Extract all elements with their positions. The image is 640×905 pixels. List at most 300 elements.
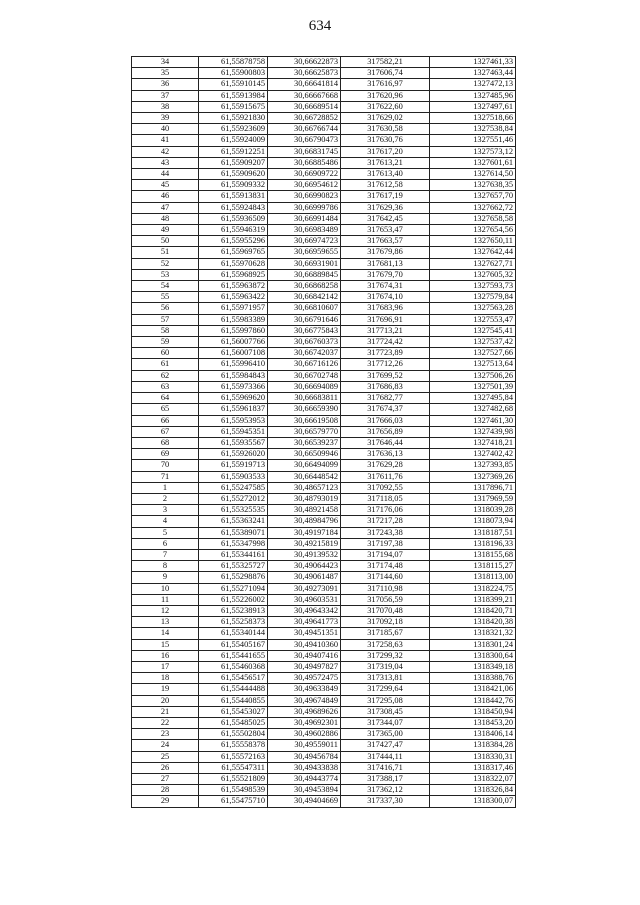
x-coordinate-cell: 317713,21 <box>341 325 430 336</box>
longitude-cell: 30,48657123 <box>268 482 341 493</box>
latitude-cell: 61,55912251 <box>199 146 268 157</box>
latitude-cell: 61,55475710 <box>199 796 268 807</box>
table-row <box>132 605 516 616</box>
y-coordinate-cell: 1327642,44 <box>430 247 516 258</box>
table-row <box>132 258 516 269</box>
latitude-cell: 61,55389071 <box>199 527 268 538</box>
latitude-cell: 61,55453027 <box>199 706 268 717</box>
longitude-cell: 30,49456784 <box>268 751 341 762</box>
point-number-cell: 27 <box>132 774 199 785</box>
x-coordinate-cell: 317427,47 <box>341 740 430 751</box>
table-row <box>132 359 516 370</box>
longitude-cell: 30,66810607 <box>268 303 341 314</box>
longitude-cell: 30,49061487 <box>268 572 341 583</box>
longitude-cell: 30,66842142 <box>268 292 341 303</box>
x-coordinate-cell: 317674,31 <box>341 281 430 292</box>
longitude-cell: 30,66931901 <box>268 258 341 269</box>
point-number-cell: 49 <box>132 225 199 236</box>
x-coordinate-cell: 317656,89 <box>341 426 430 437</box>
latitude-cell: 61,55955296 <box>199 236 268 247</box>
y-coordinate-cell: 1327638,35 <box>430 180 516 191</box>
longitude-cell: 30,49443774 <box>268 774 341 785</box>
y-coordinate-cell: 1327518,66 <box>430 113 516 124</box>
point-number-cell: 40 <box>132 124 199 135</box>
table-row <box>132 247 516 258</box>
table-row <box>132 572 516 583</box>
x-coordinate-cell: 317674,37 <box>341 404 430 415</box>
table-row <box>132 796 516 807</box>
longitude-cell: 30,66579770 <box>268 426 341 437</box>
point-number-cell: 5 <box>132 527 199 538</box>
x-coordinate-cell: 317617,19 <box>341 191 430 202</box>
y-coordinate-cell: 1317969,59 <box>430 493 516 504</box>
table-row <box>132 516 516 527</box>
longitude-cell: 30,49674849 <box>268 695 341 706</box>
y-coordinate-cell: 1327551,46 <box>430 135 516 146</box>
longitude-cell: 30,66760373 <box>268 337 341 348</box>
longitude-cell: 30,48984796 <box>268 516 341 527</box>
y-coordinate-cell: 1318384,28 <box>430 740 516 751</box>
table-row <box>132 437 516 448</box>
latitude-cell: 61,55973366 <box>199 381 268 392</box>
table-row <box>132 191 516 202</box>
x-coordinate-cell: 317616,97 <box>341 79 430 90</box>
table-row <box>132 628 516 639</box>
x-coordinate-cell: 317674,10 <box>341 292 430 303</box>
latitude-cell: 61,55325535 <box>199 505 268 516</box>
table-row <box>132 505 516 516</box>
y-coordinate-cell: 1318321,32 <box>430 628 516 639</box>
longitude-cell: 30,49689626 <box>268 706 341 717</box>
y-coordinate-cell: 1318349,18 <box>430 661 516 672</box>
point-number-cell: 35 <box>132 68 199 79</box>
point-number-cell: 65 <box>132 404 199 415</box>
longitude-cell: 30,49559011 <box>268 740 341 751</box>
latitude-cell: 61,55909207 <box>199 157 268 168</box>
x-coordinate-cell: 317629,28 <box>341 460 430 471</box>
y-coordinate-cell: 1327601,61 <box>430 157 516 168</box>
x-coordinate-cell: 317630,58 <box>341 124 430 135</box>
y-coordinate-cell: 1318330,31 <box>430 751 516 762</box>
point-number-cell: 23 <box>132 729 199 740</box>
latitude-cell: 61,55919713 <box>199 460 268 471</box>
x-coordinate-cell: 317176,06 <box>341 505 430 516</box>
latitude-cell: 61,55441655 <box>199 650 268 661</box>
point-number-cell: 69 <box>132 449 199 460</box>
x-coordinate-cell: 317365,00 <box>341 729 430 740</box>
latitude-cell: 61,55572163 <box>199 751 268 762</box>
table-row <box>132 281 516 292</box>
x-coordinate-cell: 317712,26 <box>341 359 430 370</box>
point-number-cell: 68 <box>132 437 199 448</box>
longitude-cell: 30,66999786 <box>268 202 341 213</box>
x-coordinate-cell: 317388,17 <box>341 774 430 785</box>
latitude-cell: 61,55921830 <box>199 113 268 124</box>
point-number-cell: 22 <box>132 717 199 728</box>
longitude-cell: 30,49643342 <box>268 605 341 616</box>
table-row <box>132 325 516 336</box>
latitude-cell: 61,55945351 <box>199 426 268 437</box>
latitude-cell: 61,55910145 <box>199 79 268 90</box>
point-number-cell: 21 <box>132 706 199 717</box>
x-coordinate-cell: 317344,07 <box>341 717 430 728</box>
latitude-cell: 61,55936509 <box>199 213 268 224</box>
point-number-cell: 56 <box>132 303 199 314</box>
latitude-cell: 61,55340144 <box>199 628 268 639</box>
point-number-cell: 7 <box>132 549 199 560</box>
y-coordinate-cell: 1318322,07 <box>430 774 516 785</box>
y-coordinate-cell: 1327573,12 <box>430 146 516 157</box>
x-coordinate-cell: 317092,55 <box>341 482 430 493</box>
longitude-cell: 30,66539237 <box>268 437 341 448</box>
latitude-cell: 61,55969620 <box>199 393 268 404</box>
table-row <box>132 180 516 191</box>
coordinates-table-body <box>132 57 516 808</box>
table-row <box>132 493 516 504</box>
x-coordinate-cell: 317185,67 <box>341 628 430 639</box>
latitude-cell: 61,56007108 <box>199 348 268 359</box>
longitude-cell: 30,66619508 <box>268 415 341 426</box>
y-coordinate-cell: 1327418,21 <box>430 437 516 448</box>
longitude-cell: 30,66990823 <box>268 191 341 202</box>
x-coordinate-cell: 317629,36 <box>341 202 430 213</box>
x-coordinate-cell: 317682,77 <box>341 393 430 404</box>
latitude-cell: 61,55272012 <box>199 493 268 504</box>
point-number-cell: 17 <box>132 661 199 672</box>
longitude-cell: 30,49139532 <box>268 549 341 560</box>
table-row <box>132 639 516 650</box>
x-coordinate-cell: 317612,58 <box>341 180 430 191</box>
longitude-cell: 30,66728852 <box>268 113 341 124</box>
latitude-cell: 61,55347998 <box>199 538 268 549</box>
x-coordinate-cell: 317243,38 <box>341 527 430 538</box>
point-number-cell: 67 <box>132 426 199 437</box>
table-row <box>132 695 516 706</box>
table-row <box>132 157 516 168</box>
y-coordinate-cell: 1318224,75 <box>430 583 516 594</box>
y-coordinate-cell: 1317896,71 <box>430 482 516 493</box>
x-coordinate-cell: 317642,45 <box>341 213 430 224</box>
point-number-cell: 13 <box>132 617 199 628</box>
x-coordinate-cell: 317258,63 <box>341 639 430 650</box>
longitude-cell: 30,66868258 <box>268 281 341 292</box>
point-number-cell: 39 <box>132 113 199 124</box>
y-coordinate-cell: 1327563,28 <box>430 303 516 314</box>
point-number-cell: 10 <box>132 583 199 594</box>
table-row <box>132 381 516 392</box>
longitude-cell: 30,49692301 <box>268 717 341 728</box>
x-coordinate-cell: 317299,32 <box>341 650 430 661</box>
longitude-cell: 30,66831745 <box>268 146 341 157</box>
y-coordinate-cell: 1318073,94 <box>430 516 516 527</box>
x-coordinate-cell: 317620,96 <box>341 90 430 101</box>
table-row <box>132 460 516 471</box>
latitude-cell: 61,55258373 <box>199 617 268 628</box>
latitude-cell: 61,55325727 <box>199 561 268 572</box>
coordinates-table <box>131 56 516 808</box>
table-row <box>132 292 516 303</box>
table-row <box>132 482 516 493</box>
point-number-cell: 19 <box>132 684 199 695</box>
longitude-cell: 30,66983489 <box>268 225 341 236</box>
longitude-cell: 30,49602886 <box>268 729 341 740</box>
point-number-cell: 2 <box>132 493 199 504</box>
x-coordinate-cell: 317174,48 <box>341 561 430 572</box>
x-coordinate-cell: 317724,42 <box>341 337 430 348</box>
x-coordinate-cell: 317299,64 <box>341 684 430 695</box>
latitude-cell: 61,55456517 <box>199 673 268 684</box>
x-coordinate-cell: 317696,91 <box>341 314 430 325</box>
x-coordinate-cell: 317313,81 <box>341 673 430 684</box>
point-number-cell: 4 <box>132 516 199 527</box>
latitude-cell: 61,55909332 <box>199 180 268 191</box>
latitude-cell: 61,55963872 <box>199 281 268 292</box>
x-coordinate-cell: 317144,60 <box>341 572 430 583</box>
y-coordinate-cell: 1327654,56 <box>430 225 516 236</box>
longitude-cell: 30,66625873 <box>268 68 341 79</box>
longitude-cell: 30,66494099 <box>268 460 341 471</box>
table-row <box>132 393 516 404</box>
latitude-cell: 61,55984843 <box>199 370 268 381</box>
table-row <box>132 124 516 135</box>
table-row <box>132 561 516 572</box>
latitude-cell: 61,55502804 <box>199 729 268 740</box>
x-coordinate-cell: 317362,12 <box>341 785 430 796</box>
point-number-cell: 14 <box>132 628 199 639</box>
longitude-cell: 30,66791646 <box>268 314 341 325</box>
x-coordinate-cell: 317679,86 <box>341 247 430 258</box>
point-number-cell: 63 <box>132 381 199 392</box>
point-number-cell: 20 <box>132 695 199 706</box>
point-number-cell: 11 <box>132 594 199 605</box>
point-number-cell: 44 <box>132 169 199 180</box>
table-row <box>132 135 516 146</box>
latitude-cell: 61,55983389 <box>199 314 268 325</box>
x-coordinate-cell: 317663,57 <box>341 236 430 247</box>
latitude-cell: 61,55405167 <box>199 639 268 650</box>
y-coordinate-cell: 1318326,84 <box>430 785 516 796</box>
y-coordinate-cell: 1318406,14 <box>430 729 516 740</box>
table-row <box>132 706 516 717</box>
latitude-cell: 61,55971957 <box>199 303 268 314</box>
longitude-cell: 30,49433838 <box>268 762 341 773</box>
x-coordinate-cell: 317197,38 <box>341 538 430 549</box>
point-number-cell: 24 <box>132 740 199 751</box>
point-number-cell: 16 <box>132 650 199 661</box>
x-coordinate-cell: 317646,44 <box>341 437 430 448</box>
longitude-cell: 30,49197184 <box>268 527 341 538</box>
point-number-cell: 70 <box>132 460 199 471</box>
y-coordinate-cell: 1327614,50 <box>430 169 516 180</box>
table-row <box>132 213 516 224</box>
x-coordinate-cell: 317194,07 <box>341 549 430 560</box>
table-row <box>132 583 516 594</box>
y-coordinate-cell: 1327482,68 <box>430 404 516 415</box>
point-number-cell: 58 <box>132 325 199 336</box>
latitude-cell: 61,55924009 <box>199 135 268 146</box>
table-row <box>132 538 516 549</box>
point-number-cell: 41 <box>132 135 199 146</box>
x-coordinate-cell: 317582,21 <box>341 57 430 68</box>
y-coordinate-cell: 1327461,33 <box>430 57 516 68</box>
table-row <box>132 661 516 672</box>
longitude-cell: 30,66959655 <box>268 247 341 258</box>
y-coordinate-cell: 1318450,94 <box>430 706 516 717</box>
latitude-cell: 61,55460368 <box>199 661 268 672</box>
table-row <box>132 68 516 79</box>
point-number-cell: 9 <box>132 572 199 583</box>
point-number-cell: 3 <box>132 505 199 516</box>
x-coordinate-cell: 317723,89 <box>341 348 430 359</box>
point-number-cell: 12 <box>132 605 199 616</box>
x-coordinate-cell: 317653,47 <box>341 225 430 236</box>
y-coordinate-cell: 1327506,26 <box>430 370 516 381</box>
x-coordinate-cell: 317636,13 <box>341 449 430 460</box>
latitude-cell: 61,55521809 <box>199 774 268 785</box>
longitude-cell: 30,66694089 <box>268 381 341 392</box>
x-coordinate-cell: 317308,45 <box>341 706 430 717</box>
longitude-cell: 30,66885486 <box>268 157 341 168</box>
y-coordinate-cell: 1327658,58 <box>430 213 516 224</box>
point-number-cell: 59 <box>132 337 199 348</box>
point-number-cell: 48 <box>132 213 199 224</box>
x-coordinate-cell: 317092,18 <box>341 617 430 628</box>
point-number-cell: 43 <box>132 157 199 168</box>
longitude-cell: 30,66683811 <box>268 393 341 404</box>
x-coordinate-cell: 317070,48 <box>341 605 430 616</box>
x-coordinate-cell: 317444,11 <box>341 751 430 762</box>
table-row <box>132 740 516 751</box>
latitude-cell: 61,55226002 <box>199 594 268 605</box>
x-coordinate-cell: 317319,04 <box>341 661 430 672</box>
table-row <box>132 269 516 280</box>
longitude-cell: 30,66641814 <box>268 79 341 90</box>
latitude-cell: 61,55953953 <box>199 415 268 426</box>
y-coordinate-cell: 1327537,42 <box>430 337 516 348</box>
table-row <box>132 101 516 112</box>
latitude-cell: 61,55968925 <box>199 269 268 280</box>
point-number-cell: 34 <box>132 57 199 68</box>
longitude-cell: 30,66702748 <box>268 370 341 381</box>
point-number-cell: 61 <box>132 359 199 370</box>
y-coordinate-cell: 1318453,20 <box>430 717 516 728</box>
y-coordinate-cell: 1318115,27 <box>430 561 516 572</box>
y-coordinate-cell: 1318113,00 <box>430 572 516 583</box>
y-coordinate-cell: 1318421,06 <box>430 684 516 695</box>
latitude-cell: 61,55298876 <box>199 572 268 583</box>
x-coordinate-cell: 317118,05 <box>341 493 430 504</box>
longitude-cell: 30,49404669 <box>268 796 341 807</box>
table-row <box>132 650 516 661</box>
latitude-cell: 61,55363241 <box>199 516 268 527</box>
longitude-cell: 30,49603531 <box>268 594 341 605</box>
longitude-cell: 30,48793019 <box>268 493 341 504</box>
y-coordinate-cell: 1327605,32 <box>430 269 516 280</box>
longitude-cell: 30,49497827 <box>268 661 341 672</box>
y-coordinate-cell: 1327497,61 <box>430 101 516 112</box>
table-row <box>132 57 516 68</box>
y-coordinate-cell: 1318317,46 <box>430 762 516 773</box>
table-row <box>132 225 516 236</box>
table-row <box>132 729 516 740</box>
table-row <box>132 617 516 628</box>
y-coordinate-cell: 1318155,68 <box>430 549 516 560</box>
longitude-cell: 30,66775843 <box>268 325 341 336</box>
x-coordinate-cell: 317110,98 <box>341 583 430 594</box>
latitude-cell: 61,55946319 <box>199 225 268 236</box>
table-row <box>132 751 516 762</box>
y-coordinate-cell: 1327527,66 <box>430 348 516 359</box>
longitude-cell: 30,49633849 <box>268 684 341 695</box>
table-row <box>132 673 516 684</box>
longitude-cell: 30,49410360 <box>268 639 341 650</box>
table-row <box>132 785 516 796</box>
latitude-cell: 61,56007766 <box>199 337 268 348</box>
longitude-cell: 30,66790473 <box>268 135 341 146</box>
latitude-cell: 61,55909620 <box>199 169 268 180</box>
latitude-cell: 61,55969765 <box>199 247 268 258</box>
longitude-cell: 30,66954612 <box>268 180 341 191</box>
longitude-cell: 30,66689514 <box>268 101 341 112</box>
latitude-cell: 61,55970628 <box>199 258 268 269</box>
y-coordinate-cell: 1318420,38 <box>430 617 516 628</box>
table-row <box>132 549 516 560</box>
point-number-cell: 28 <box>132 785 199 796</box>
latitude-cell: 61,55915675 <box>199 101 268 112</box>
table-row <box>132 471 516 482</box>
point-number-cell: 38 <box>132 101 199 112</box>
longitude-cell: 30,49572475 <box>268 673 341 684</box>
table-row <box>132 348 516 359</box>
latitude-cell: 61,55996410 <box>199 359 268 370</box>
y-coordinate-cell: 1318388,76 <box>430 673 516 684</box>
y-coordinate-cell: 1318399,21 <box>430 594 516 605</box>
table-row <box>132 594 516 605</box>
x-coordinate-cell: 317617,20 <box>341 146 430 157</box>
table-row <box>132 426 516 437</box>
point-number-cell: 42 <box>132 146 199 157</box>
table-row <box>132 527 516 538</box>
point-number-cell: 52 <box>132 258 199 269</box>
latitude-cell: 61,55271094 <box>199 583 268 594</box>
x-coordinate-cell: 317683,96 <box>341 303 430 314</box>
y-coordinate-cell: 1327472,13 <box>430 79 516 90</box>
latitude-cell: 61,55926020 <box>199 449 268 460</box>
longitude-cell: 30,66659390 <box>268 404 341 415</box>
point-number-cell: 25 <box>132 751 199 762</box>
latitude-cell: 61,55997860 <box>199 325 268 336</box>
longitude-cell: 30,66742037 <box>268 348 341 359</box>
table-row <box>132 202 516 213</box>
y-coordinate-cell: 1327627,71 <box>430 258 516 269</box>
point-number-cell: 71 <box>132 471 199 482</box>
longitude-cell: 30,66622873 <box>268 57 341 68</box>
longitude-cell: 30,49273091 <box>268 583 341 594</box>
x-coordinate-cell: 317613,21 <box>341 157 430 168</box>
point-number-cell: 57 <box>132 314 199 325</box>
point-number-cell: 66 <box>132 415 199 426</box>
x-coordinate-cell: 317699,52 <box>341 370 430 381</box>
y-coordinate-cell: 1327485,96 <box>430 90 516 101</box>
x-coordinate-cell: 317416,71 <box>341 762 430 773</box>
table-row <box>132 90 516 101</box>
table-row <box>132 717 516 728</box>
x-coordinate-cell: 317630,76 <box>341 135 430 146</box>
latitude-cell: 61,55440855 <box>199 695 268 706</box>
longitude-cell: 30,66991484 <box>268 213 341 224</box>
point-number-cell: 64 <box>132 393 199 404</box>
point-number-cell: 37 <box>132 90 199 101</box>
